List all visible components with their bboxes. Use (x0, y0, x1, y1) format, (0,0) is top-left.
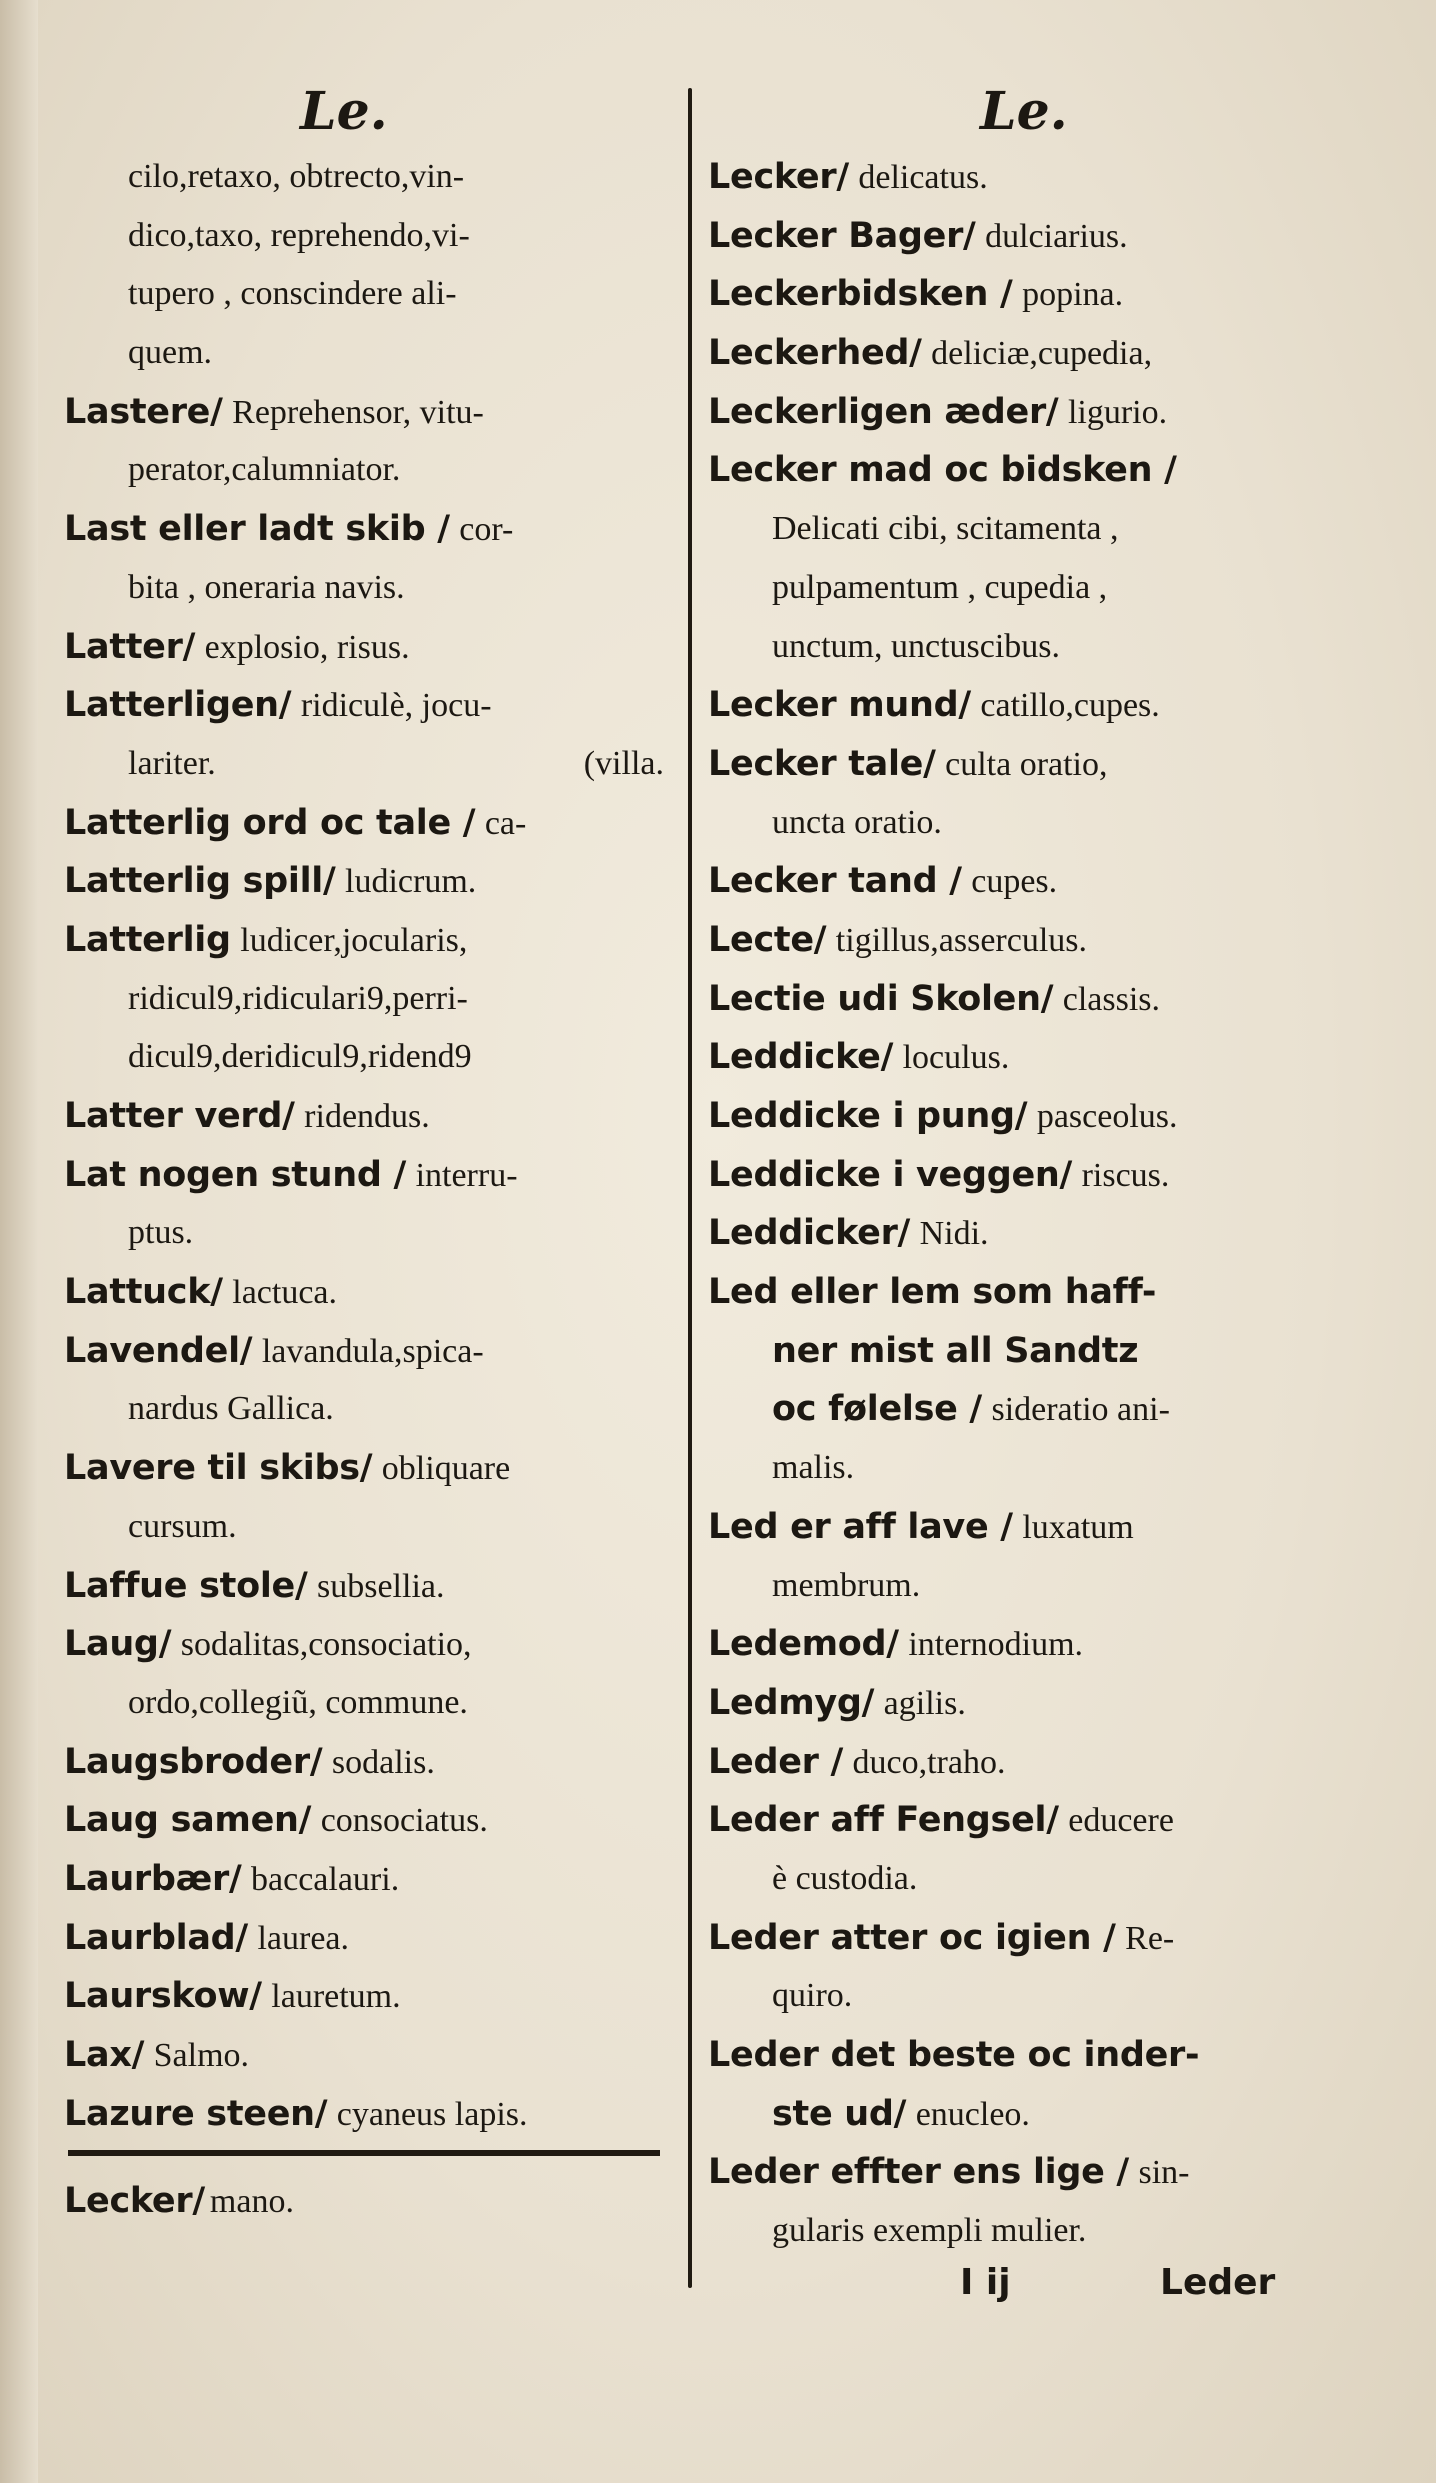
latin-gloss: nardus Gallica. (128, 1390, 334, 1428)
dictionary-line (708, 1909, 1318, 1968)
latin-gloss: agilis. (883, 1684, 966, 1722)
latin-gloss: tupero , conscindere ali- (128, 275, 457, 313)
headword: Laugsbroder/ (64, 1741, 323, 1782)
latin-gloss: mano. (209, 2183, 294, 2220)
dictionary-line (64, 324, 664, 383)
dictionary-line (708, 1498, 1318, 1557)
dictionary-line (708, 618, 1318, 677)
dictionary-line (708, 1263, 1318, 1322)
latin-gloss: internodium. (908, 1626, 1084, 1664)
latin-gloss: baccalauri. (251, 1860, 400, 1898)
latin-gloss: ridiculè, jocu- (300, 687, 492, 725)
headword: Leder effter ens lige / (708, 2152, 1129, 2193)
latin-gloss: cyaneus lapis. (336, 2095, 528, 2133)
latin-gloss: riscus. (1081, 1156, 1170, 1194)
dictionary-line (708, 207, 1318, 266)
latin-gloss: deliciæ,cupedia, (931, 335, 1153, 373)
dictionary-line (708, 2143, 1318, 2202)
latin-gloss: lariter. (128, 744, 216, 782)
latin-gloss: quem. (128, 334, 213, 372)
headword: oc følelse / (772, 1389, 982, 1430)
headword: Latterlig spill/ (64, 861, 336, 902)
headword: Lazure steen/ (64, 2093, 328, 2134)
signature-mark: I ij (960, 2262, 1011, 2303)
latin-gloss: dicul9,deridicul9,ridend9 (128, 1038, 472, 1076)
latin-gloss: cilo,retaxo, obtrecto,vin- (128, 158, 465, 195)
latin-gloss: Reprehensor, vitu- (232, 393, 484, 431)
dictionary-line (64, 500, 664, 559)
dictionary-line (708, 1439, 1318, 1498)
dictionary-line (708, 735, 1318, 794)
dictionary-line (64, 1557, 664, 1616)
latin-gloss: obliquare (381, 1450, 511, 1488)
dictionary-line (64, 1791, 664, 1850)
latin-gloss: subsellia. (317, 1567, 445, 1605)
dictionary-line (708, 324, 1318, 383)
latin-gloss: pulpamentum , cupedia , (772, 568, 1108, 606)
dictionary-line (64, 2026, 664, 2085)
latin-gloss: Re- (1125, 1919, 1175, 1957)
dictionary-line (64, 852, 664, 911)
headword: Leckerbidsken / (708, 274, 1013, 315)
latin-gloss: loculus. (902, 1039, 1010, 1077)
latin-gloss: delicatus. (858, 159, 988, 196)
left-column-header: Le. (300, 81, 388, 142)
dictionary-line (64, 441, 664, 500)
dictionary-line (64, 148, 664, 207)
dictionary-line (708, 794, 1318, 853)
headword: Lecker/ (64, 2181, 205, 2221)
headword: Latterlig ord oc tale / (64, 802, 476, 843)
headword: Leder det beste oc inder- (708, 2035, 1200, 2075)
latin-gloss: educere (1068, 1802, 1174, 1840)
latin-gloss: malis. (772, 1449, 855, 1487)
latin-gloss: pasceolus. (1036, 1098, 1178, 1135)
latin-gloss: explosio, risus. (204, 628, 410, 666)
dictionary-line (64, 1733, 664, 1792)
dictionary-line (64, 1263, 664, 1322)
dictionary-line (708, 2026, 1318, 2085)
headword: ner mist all Sandtz (772, 1330, 1139, 1371)
latin-gloss: uncta oratio. (772, 803, 942, 841)
latin-gloss: Nidi. (919, 1215, 989, 1253)
headword: Lastere/ (64, 391, 223, 432)
latin-gloss: catillo,cupes. (980, 687, 1160, 725)
dictionary-line (708, 441, 1318, 500)
dictionary-line (708, 1146, 1318, 1205)
latin-gloss: laurea. (257, 1919, 349, 1957)
headword: Leder aff Fengsel/ (708, 1800, 1059, 1841)
left-column (64, 148, 664, 2143)
bottom-entry (64, 2172, 294, 2230)
dictionary-line (64, 1028, 664, 1087)
dictionary-line (708, 559, 1318, 618)
headword: Leckerhed/ (708, 333, 922, 374)
dictionary-line (64, 1380, 664, 1439)
latin-gloss: ordo,collegiũ, commune. (128, 1683, 468, 1721)
headword: Lectie udi Skolen/ (708, 978, 1054, 1019)
latin-gloss: classis. (1062, 980, 1161, 1018)
headword: Laurskow/ (64, 1976, 262, 2017)
headword: Leddicker/ (708, 1213, 911, 1254)
dictionary-line (64, 1850, 664, 1909)
dictionary-line (64, 383, 664, 442)
dictionary-line (708, 1380, 1318, 1439)
section-rule (68, 2150, 660, 2156)
latin-gloss: ridendus. (304, 1098, 430, 1135)
latin-gloss: è custodia. (772, 1859, 918, 1897)
dictionary-line (708, 1674, 1318, 1733)
margin-note: (villa. (583, 744, 664, 782)
dictionary-line (708, 1557, 1318, 1616)
latin-gloss: membrum. (772, 1566, 921, 1604)
dictionary-line (64, 1674, 664, 1733)
headword: Led eller lem som haff- (708, 1272, 1157, 1313)
dictionary-line (708, 1322, 1318, 1381)
binding-gutter (0, 0, 38, 2483)
headword: Ledemod/ (708, 1624, 899, 1665)
headword: Leddicke i pung/ (708, 1096, 1028, 1136)
latin-gloss: Delicati cibi, scitamenta , (772, 510, 1119, 548)
dictionary-line (64, 1087, 664, 1146)
headword: Leddicke/ (708, 1037, 894, 1078)
latin-gloss: duco,traho. (852, 1743, 1006, 1781)
latin-gloss: popina. (1022, 276, 1124, 314)
headword: Laug/ (64, 1624, 172, 1665)
headword: Lecker/ (708, 157, 849, 197)
headword: Lavendel/ (64, 1330, 253, 1371)
latin-gloss: dulciarius. (985, 217, 1128, 255)
headword: Lecker mund/ (708, 685, 971, 726)
headword: Leder / (708, 1741, 843, 1782)
latin-gloss: ludicer,jocularis, (240, 921, 468, 959)
latin-gloss: bita , oneraria navis. (128, 568, 405, 606)
dictionary-line (64, 1967, 664, 2026)
headword: Lecker tand / (708, 861, 962, 902)
headword: Lecker mad oc bidsken / (708, 450, 1177, 491)
latin-gloss: dico,taxo, reprehendo,vi- (128, 216, 470, 254)
latin-gloss: quiro. (772, 1977, 853, 2015)
dictionary-line (708, 1733, 1318, 1792)
headword: Lat nogen stund / (64, 1154, 407, 1195)
right-column-header: Le. (980, 81, 1068, 142)
latin-gloss: cor- (459, 511, 514, 549)
latin-gloss: culta oratio, (945, 745, 1108, 783)
dictionary-line (708, 970, 1318, 1029)
dictionary-line (708, 1791, 1318, 1850)
dictionary-line (708, 1615, 1318, 1674)
latin-gloss: ridicul9,ridiculari9,perri- (128, 979, 468, 1017)
headword: Led er aff lave / (708, 1506, 1013, 1547)
dictionary-line (708, 265, 1318, 324)
dictionary-line (64, 1909, 664, 1968)
latin-gloss: gularis exempli mulier. (772, 2212, 1087, 2250)
dictionary-line (708, 1087, 1318, 1146)
dictionary-line (708, 1028, 1318, 1087)
headword: Lecker Bager/ (708, 215, 976, 256)
headword: Laug samen/ (64, 1800, 312, 1841)
latin-gloss: sodalis. (331, 1743, 435, 1781)
latin-gloss: lavandula,spica- (261, 1332, 484, 1370)
dictionary-line (64, 1146, 664, 1205)
dictionary-line (64, 618, 664, 677)
latin-gloss: sideratio ani- (991, 1391, 1170, 1429)
dictionary-line (64, 265, 664, 324)
dictionary-line (708, 1850, 1318, 1909)
dictionary-line (64, 1498, 664, 1557)
latin-gloss: ptus. (128, 1214, 194, 1252)
headword: Leddicke i veggen/ (708, 1154, 1073, 1195)
latin-gloss: perator,calumniator. (128, 451, 401, 489)
headword: ste ud/ (772, 2093, 907, 2134)
dictionary-line (64, 2085, 664, 2144)
dictionary-line (708, 500, 1318, 559)
headword: Latterligen/ (64, 685, 292, 726)
column-divider (688, 88, 692, 2288)
latin-gloss: lauretum. (271, 1978, 401, 2016)
headword: Lecker tale/ (708, 743, 936, 784)
latin-gloss: consociatus. (320, 1802, 488, 1840)
dictionary-line (64, 207, 664, 266)
headword: Latterlig (64, 919, 231, 960)
headword: Laurbær/ (64, 1858, 242, 1899)
dictionary-line (64, 1615, 664, 1674)
latin-gloss: Salmo. (153, 2037, 250, 2074)
dictionary-line (64, 559, 664, 618)
dictionary-line (64, 1322, 664, 1381)
headword: Leder atter oc igien / (708, 1917, 1116, 1958)
dictionary-line (64, 735, 664, 794)
dictionary-line (708, 911, 1318, 970)
headword: Laffue stole/ (64, 1565, 308, 1606)
dictionary-line (64, 1439, 664, 1498)
headword: Latter verd/ (64, 1096, 295, 1136)
headword: Ledmyg/ (708, 1682, 875, 1723)
headword: Leckerligen æder/ (708, 391, 1059, 432)
latin-gloss: sodalitas,consociatio, (180, 1626, 472, 1664)
dictionary-line (64, 1204, 664, 1263)
latin-gloss: sin- (1138, 2154, 1190, 2192)
headword: Lecte/ (708, 919, 827, 960)
headword: Laurblad/ (64, 1917, 248, 1958)
headword: Lavere til skibs/ (64, 1448, 373, 1489)
dictionary-line (708, 1204, 1318, 1263)
latin-gloss: enucleo. (915, 2095, 1030, 2133)
dictionary-line (64, 911, 664, 970)
dictionary-line (64, 676, 664, 735)
dictionary-line (708, 2085, 1318, 2144)
headword: Latter/ (64, 626, 196, 667)
dictionary-line (708, 676, 1318, 735)
latin-gloss: lactuca. (232, 1274, 338, 1312)
catchword: Leder (1160, 2262, 1276, 2303)
latin-gloss: cupes. (971, 863, 1058, 901)
headword: Lattuck/ (64, 1272, 223, 1313)
dictionary-line (64, 970, 664, 1029)
latin-gloss: ca- (484, 804, 527, 842)
latin-gloss: cursum. (128, 1507, 237, 1545)
latin-gloss: ligurio. (1067, 393, 1168, 431)
latin-gloss: ludicrum. (345, 863, 477, 901)
latin-gloss: interru- (415, 1156, 518, 1194)
headword: Lax/ (64, 2035, 145, 2075)
headword: Last eller ladt skib / (64, 509, 450, 550)
latin-gloss: tigillus,asserculus. (835, 921, 1087, 959)
dictionary-line (708, 1967, 1318, 2026)
latin-gloss: unctum, unctuscibus. (772, 627, 1061, 665)
dictionary-line (708, 852, 1318, 911)
right-column (708, 148, 1318, 2261)
dictionary-line (708, 383, 1318, 442)
dictionary-line (708, 148, 1318, 207)
latin-gloss: luxatum (1022, 1508, 1134, 1546)
dictionary-line (64, 794, 664, 853)
